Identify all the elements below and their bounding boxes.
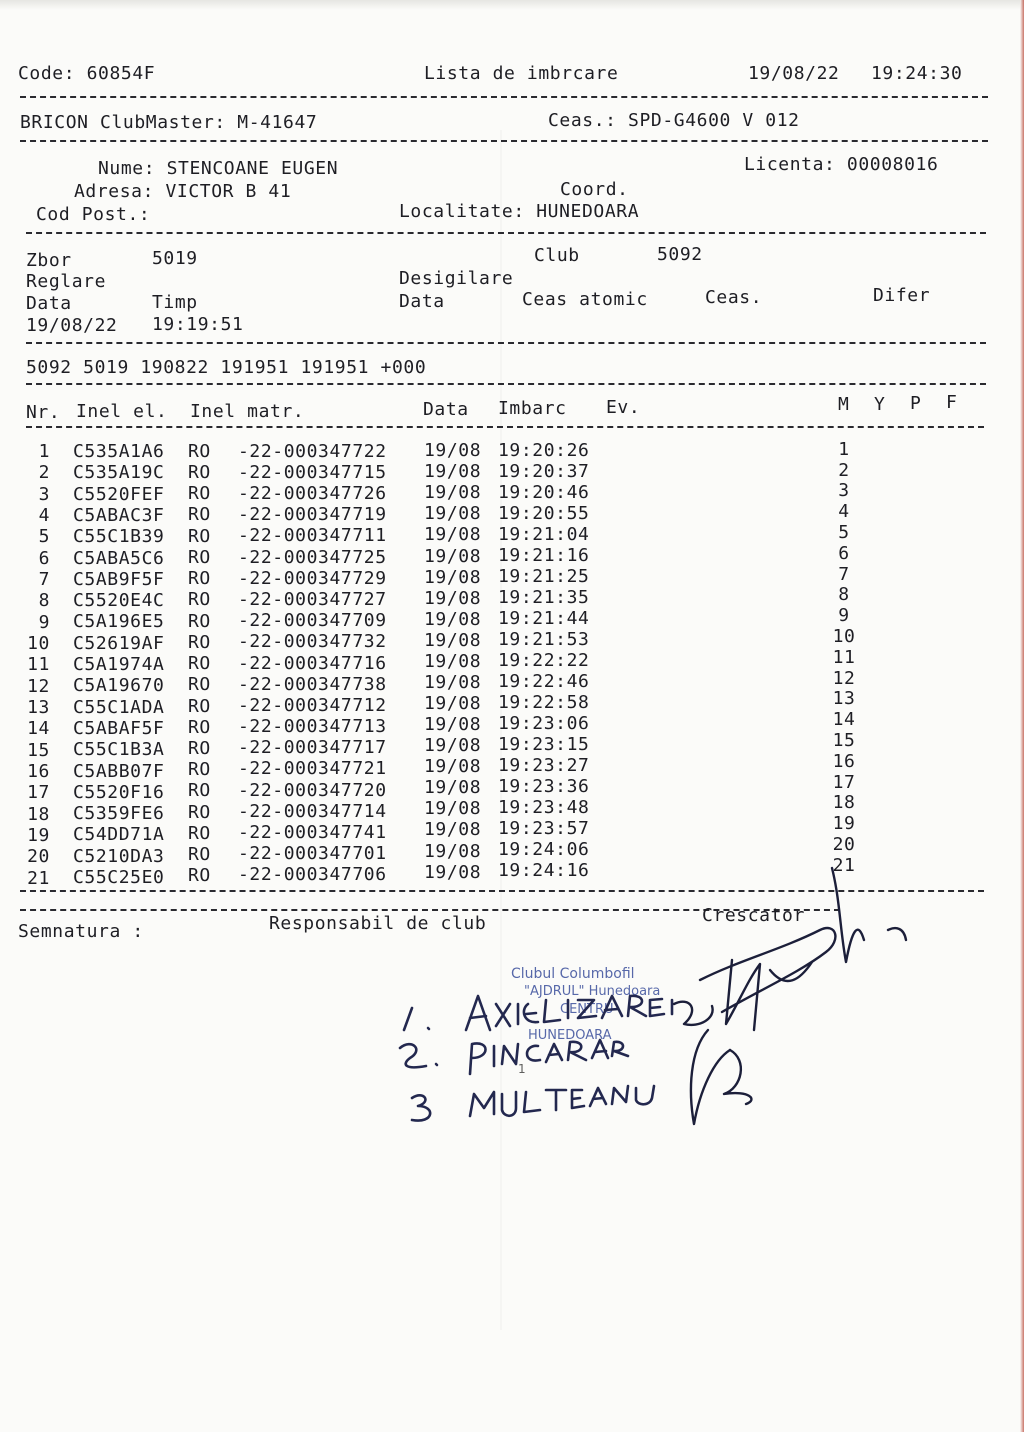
row-number: 7	[38, 569, 50, 591]
row-m-number: 11	[832, 646, 856, 668]
column-header-y: Y	[874, 394, 886, 415]
club-value: 5092	[657, 244, 703, 265]
row-number: 21	[27, 867, 50, 889]
row-date: 19/08	[424, 461, 482, 483]
row-number: 8	[38, 590, 50, 612]
row-electronic-ring: C535A1A6	[73, 441, 165, 462]
row-number: 18	[27, 803, 50, 825]
desigilare-date-label: Data	[399, 291, 445, 312]
coordinates-label: Coord.	[560, 179, 629, 200]
row-number: 20	[27, 846, 50, 868]
row-ring-number: -22-000347725	[238, 546, 387, 568]
row-electronic-ring: C5520FEF	[73, 483, 165, 505]
row-country: RO	[188, 716, 211, 738]
row-boarding-time: 19:20:46	[498, 482, 590, 504]
row-m-number: 13	[832, 688, 856, 710]
row-number: 16	[27, 761, 50, 783]
row-date: 19/08	[424, 440, 482, 462]
locality: Localitate: HUNEDOARA	[399, 201, 640, 222]
row-ring-number: -22-000347712	[238, 694, 387, 716]
row-m-number: 20	[832, 834, 856, 855]
row-electronic-ring: C52619AF	[73, 632, 165, 654]
license-number: Licenta: 00008016	[744, 154, 939, 175]
row-m-number: 6	[838, 542, 850, 564]
row-ring-number: -22-000347709	[238, 610, 387, 632]
row-date: 19/08	[424, 566, 482, 588]
row-electronic-ring: C5520F16	[73, 781, 165, 803]
row-boarding-time: 19:23:57	[498, 818, 590, 840]
row-date: 19/08	[424, 545, 482, 567]
reglare-date-label: Data	[26, 293, 72, 314]
row-ring-number: -22-000347729	[238, 567, 387, 589]
row-m-number: 14	[832, 709, 856, 731]
row-ring-number: -22-000347715	[238, 461, 387, 483]
row-boarding-time: 19:20:55	[498, 503, 590, 525]
row-boarding-time: 19:22:58	[498, 692, 590, 714]
row-date: 19/08	[424, 756, 482, 778]
stamp-line-4: HUNEDOARA	[528, 1028, 612, 1043]
row-country: RO	[188, 737, 211, 759]
row-m-number: 17	[832, 771, 856, 793]
row-m-number: 5	[838, 522, 850, 543]
document-title: Lista de imbrcare	[424, 63, 619, 84]
row-electronic-ring: C55C1ADA	[73, 696, 165, 718]
atomic-clock-label: Ceas atomic	[522, 289, 648, 310]
row-m-number: 2	[838, 459, 850, 481]
reglare-time: 19:19:51	[152, 314, 244, 335]
row-boarding-time: 19:24:16	[498, 860, 590, 882]
row-country: RO	[188, 822, 211, 844]
row-country: RO	[188, 653, 211, 675]
column-header-f: F	[946, 392, 958, 413]
row-ring-number: -22-000347726	[238, 482, 387, 504]
column-header-imbarc: Imbarc	[498, 398, 567, 419]
stamp-line-2: "AJDRUL" Hunedoara	[524, 984, 661, 999]
row-m-number: 21	[832, 854, 856, 876]
difference-label: Difer	[873, 285, 931, 306]
row-m-number: 19	[832, 813, 856, 835]
row-ring-number: -22-000347727	[238, 588, 387, 610]
row-electronic-ring: C5A1974A	[73, 654, 165, 676]
row-m-number: 12	[832, 667, 856, 689]
column-header-p: P	[910, 393, 922, 414]
row-electronic-ring: C54DD71A	[73, 824, 165, 846]
code-label: Code: 60854F	[18, 63, 156, 84]
row-country: RO	[188, 674, 211, 696]
row-number: 1	[38, 441, 50, 462]
row-electronic-ring: C5520E4C	[73, 590, 165, 612]
row-country: RO	[188, 695, 211, 717]
row-boarding-time: 19:23:36	[498, 776, 590, 798]
row-boarding-time: 19:23:27	[498, 755, 590, 777]
signature-label: Semnatura :	[18, 921, 144, 942]
row-m-number: 15	[832, 730, 856, 751]
flight-label: Zbor	[26, 250, 72, 271]
row-date: 19/08	[424, 840, 482, 862]
row-number: 14	[27, 718, 50, 740]
row-country: RO	[188, 525, 211, 547]
row-country: RO	[188, 759, 211, 781]
row-m-number: 1	[838, 438, 850, 460]
row-ring-number: -22-000347706	[238, 864, 387, 886]
desigilare-label: Desigilare	[399, 268, 514, 289]
row-m-number: 7	[838, 563, 850, 585]
row-boarding-time: 19:22:22	[498, 650, 590, 672]
row-number: 19	[27, 825, 50, 847]
row-date: 19/08	[424, 819, 482, 841]
row-m-number: 18	[832, 792, 856, 814]
row-country: RO	[188, 546, 211, 568]
row-m-number: 4	[838, 501, 850, 523]
row-country: RO	[188, 440, 211, 462]
row-boarding-time: 19:21:04	[498, 524, 590, 546]
owner-name: Nume: STENCOANE EUGEN	[98, 158, 339, 179]
row-electronic-ring: C55C1B39	[73, 526, 165, 548]
reglare-date: 19/08/22	[26, 315, 118, 336]
row-country: RO	[188, 504, 211, 526]
row-m-number: 16	[832, 750, 856, 772]
row-country: RO	[188, 568, 211, 590]
row-m-number: 10	[832, 626, 856, 647]
row-boarding-time: 19:23:48	[498, 797, 590, 819]
row-number: 5	[38, 526, 50, 548]
row-date: 19/08	[424, 777, 482, 799]
row-number: 13	[27, 697, 50, 719]
row-m-number: 8	[838, 584, 850, 606]
row-ring-number: -22-000347732	[238, 631, 387, 653]
row-date: 19/08	[424, 671, 482, 693]
print-date: 19/08/22	[748, 63, 840, 84]
row-ring-number: -22-000347741	[238, 822, 387, 844]
row-date: 19/08	[424, 650, 482, 672]
row-country: RO	[188, 610, 211, 632]
row-date: 19/08	[424, 861, 482, 883]
row-electronic-ring: C5210DA3	[73, 845, 165, 867]
row-ring-number: -22-000347721	[238, 758, 387, 780]
row-date: 19/08	[424, 735, 482, 757]
owner-address: Adresa: VICTOR B 41	[74, 181, 292, 202]
clock-model: Ceas.: SPD-G4600 V 012	[548, 110, 800, 131]
row-number: 2	[38, 462, 50, 484]
row-boarding-time: 19:23:06	[498, 713, 590, 735]
row-ring-number: -22-000347713	[238, 716, 387, 738]
row-number: 4	[38, 505, 50, 527]
row-date: 19/08	[424, 524, 482, 546]
row-boarding-time: 19:20:26	[498, 440, 590, 461]
row-electronic-ring: C5ABA5C6	[73, 547, 165, 569]
row-country: RO	[188, 462, 211, 484]
row-date: 19/08	[424, 714, 482, 736]
row-electronic-ring: C535A19C	[73, 462, 165, 484]
column-header-nr: Nr.	[26, 402, 61, 423]
row-country: RO	[188, 780, 211, 802]
row-ring-number: -22-000347701	[238, 843, 387, 865]
row-electronic-ring: C5A19670	[73, 675, 165, 697]
row-boarding-time: 19:21:53	[498, 629, 590, 651]
row-date: 19/08	[424, 587, 482, 609]
row-date: 19/08	[424, 608, 482, 630]
row-boarding-time: 19:21:44	[498, 608, 590, 630]
row-country: RO	[188, 589, 211, 611]
column-header-inel-matr: Inel matr.	[190, 401, 305, 422]
row-boarding-time: 19:21:35	[498, 587, 590, 609]
row-ring-number: -22-000347722	[238, 440, 387, 462]
row-ring-number: -22-000347720	[238, 779, 387, 801]
row-m-number: 9	[838, 605, 850, 627]
row-country: RO	[188, 631, 211, 653]
row-electronic-ring: C55C25E0	[73, 867, 165, 889]
club-label: Club	[534, 245, 580, 266]
row-boarding-time: 19:21:25	[498, 566, 590, 588]
summary-code-line: 5092 5019 190822 191951 191951 +000	[26, 357, 427, 378]
row-number: 3	[38, 483, 50, 505]
clock-label: Ceas.	[705, 287, 763, 308]
bricon-device: BRICON ClubMaster: M-41647	[20, 112, 318, 133]
row-country: RO	[188, 865, 211, 887]
row-boarding-time: 19:22:46	[498, 671, 590, 693]
column-header-inel-el: Inel el.	[76, 401, 168, 422]
row-ring-number: -22-000347738	[238, 673, 387, 695]
club-responsible-label: Responsabil de club	[269, 913, 487, 934]
row-date: 19/08	[424, 629, 482, 651]
row-ring-number: -22-000347717	[238, 737, 387, 759]
row-date: 19/08	[424, 693, 482, 715]
row-ring-number: -22-000347716	[238, 652, 387, 674]
reglare-label: Reglare	[26, 271, 107, 292]
row-date: 19/08	[424, 482, 482, 504]
stamp-line-5: 1	[518, 1062, 526, 1076]
row-boarding-time: 19:23:15	[498, 734, 590, 756]
row-ring-number: -22-000347714	[238, 800, 387, 822]
row-ring-number: -22-000347719	[238, 504, 387, 526]
row-number: 17	[27, 782, 50, 804]
column-header-m: M	[838, 394, 850, 415]
stamp-line-1: Clubul Columbofil	[511, 966, 635, 982]
reglare-time-label: Timp	[152, 292, 198, 313]
row-country: RO	[188, 801, 211, 823]
row-boarding-time: 19:20:37	[498, 461, 590, 483]
row-electronic-ring: C55C1B3A	[73, 739, 165, 761]
row-ring-number: -22-000347711	[238, 525, 387, 547]
row-electronic-ring: C5ABB07F	[73, 760, 165, 782]
row-number: 10	[27, 633, 50, 655]
row-number: 15	[27, 739, 50, 761]
row-electronic-ring: C5ABAF5F	[73, 717, 165, 739]
row-electronic-ring: C5AB9F5F	[73, 568, 165, 590]
column-header-data: Data	[423, 399, 469, 420]
breeder-label: Crescator	[702, 905, 805, 926]
row-number: 6	[38, 547, 50, 569]
flight-value: 5019	[152, 248, 198, 269]
row-country: RO	[188, 483, 211, 505]
row-date: 19/08	[424, 798, 482, 820]
row-boarding-time: 19:24:06	[498, 839, 590, 861]
row-date: 19/08	[424, 503, 482, 525]
print-time: 19:24:30	[871, 63, 963, 84]
row-boarding-time: 19:21:16	[498, 545, 590, 567]
stamp-line-3: CENTRU	[560, 1002, 614, 1017]
row-electronic-ring: C5ABAC3F	[73, 504, 165, 526]
row-electronic-ring: C5359FE6	[73, 803, 165, 825]
row-number: 12	[27, 675, 50, 697]
column-header-ev: Ev.	[606, 397, 641, 418]
row-country: RO	[188, 844, 211, 866]
postal-code-label: Cod Post.:	[36, 204, 151, 225]
row-number: 9	[38, 611, 50, 633]
row-number: 11	[27, 654, 50, 676]
row-electronic-ring: C5A196E5	[73, 611, 165, 633]
row-m-number: 3	[838, 480, 850, 502]
